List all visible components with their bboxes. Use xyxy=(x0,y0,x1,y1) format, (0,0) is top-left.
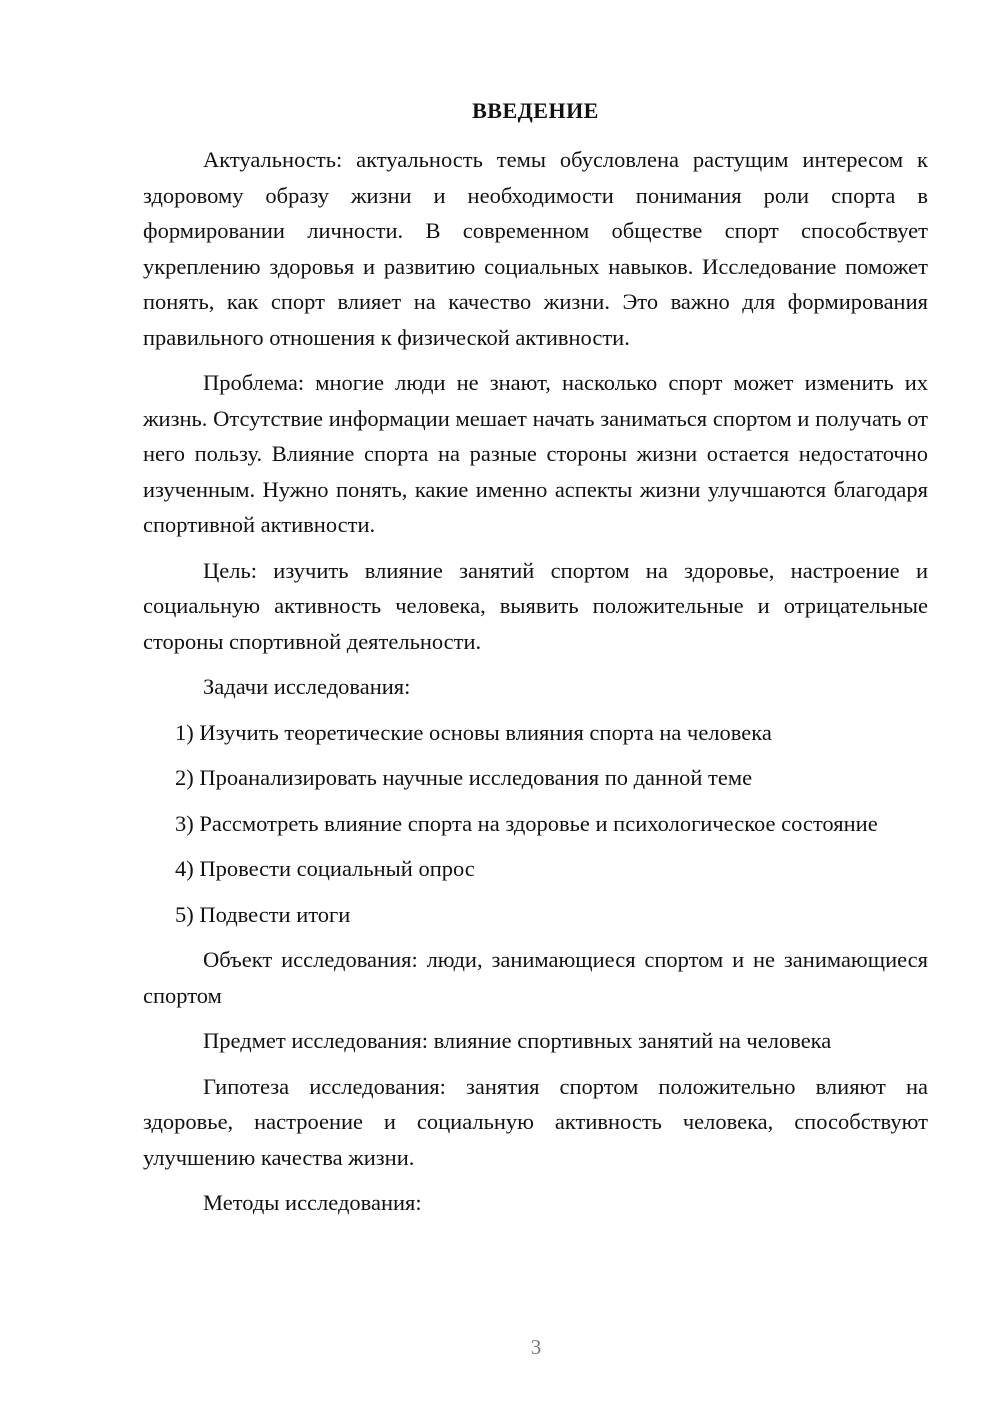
tasks-heading: Задачи исследования: xyxy=(203,674,411,699)
goal-paragraph: Цель: изучить влияние занятий спортом на здоровье, настроение и социальную активность человека, выявить положительные и отрицательные стороны спортивной деятельности. xyxy=(143,557,928,654)
methods-heading: Методы исследования: xyxy=(203,1190,422,1215)
problem-paragraph: Проблема: многие люди не знают, насколько спорт может изменить их жизнь. Отсутствие информации мешает начать заниматься спортом и получать от него пользу. Влияние спорта на разные стороны жизни остается недостаточно изученным. Нужно понять, какие именно аспекты жизни улучшаются благодаря спортивной активности. xyxy=(143,370,928,537)
task-item: 5) Подвести итоги xyxy=(175,901,351,927)
page-number: 3 xyxy=(530,1335,542,1359)
document-body xyxy=(143,142,928,1221)
hypothesis-paragraph: Гипотеза исследования: занятия спортом положительно влияют на здоровье, настроение и социальную активность человека, способствуют улучшению качества жизни. xyxy=(143,1073,928,1170)
task-item: 1) Изучить теоретические основы влияния спорта на человека xyxy=(175,719,772,745)
task-item: 4) Провести социальный опрос xyxy=(175,856,475,881)
subject-paragraph: Предмет исследования: влияние спортивных занятий на человека xyxy=(203,1028,832,1053)
object-paragraph: Объект исследования: люди, занимающиеся спортом и не занимающиеся спортом xyxy=(143,947,928,1008)
relevance-paragraph: Актуальность: актуальность темы обусловлена растущим интересом к здоровому образу жизни и необходимости понимания роли спорта в формировании личности. В современном обществе спорт способствует укреплению здоровья и развитию социальных навыков. Исследование поможет понять, как спорт влияет на качество жизни. Это важно для формирования правильного отношения к физической активности. xyxy=(143,147,928,350)
task-item: 3) Рассмотреть влияние спорта на здоровье и психологическое состояние xyxy=(175,810,878,836)
page-title: ВВЕДЕНИЕ xyxy=(472,98,599,123)
task-item: 2) Проанализировать научные исследования по данной теме xyxy=(175,765,753,790)
